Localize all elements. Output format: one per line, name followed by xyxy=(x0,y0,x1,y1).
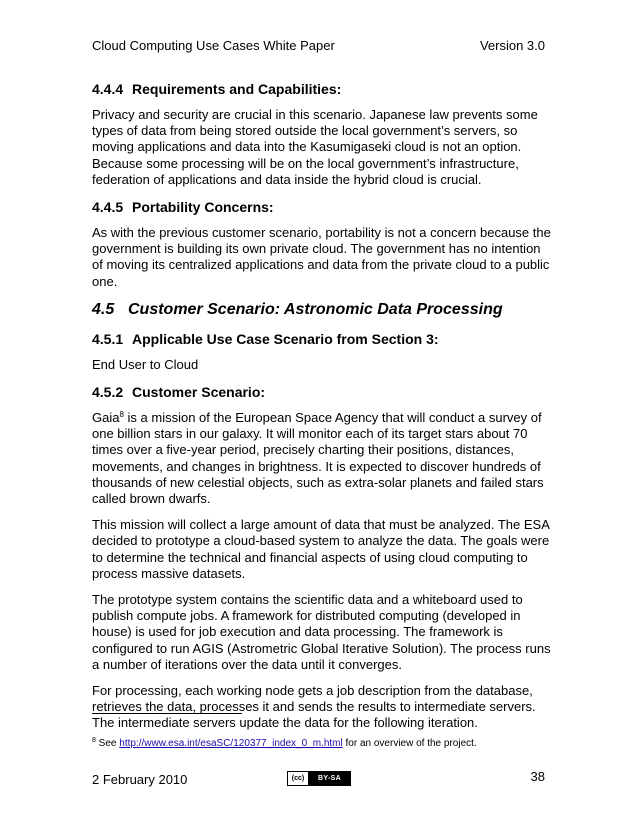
footer-date: 2 February 2010 xyxy=(92,772,188,787)
section-number: 4.4.5 xyxy=(92,199,124,216)
paragraph: End User to Cloud xyxy=(92,356,199,372)
section-title: Applicable Use Case Scenario from Section 3: xyxy=(132,330,439,347)
paragraph: For processing, each working node gets a job description from the database, retrieves the data, processes it and sends the results to intermediate servers. The intermediate servers update the data for the following iteration. xyxy=(92,683,536,731)
footnote-ref[interactable]: 8 xyxy=(119,410,124,420)
paragraph: Privacy and security are crucial in this scenario. Japanese law prevents some types of data from being stored outside the local government’s servers, so moving applications and data into the Kasumigaseki cloud is not an option. Because some processing will be on the local government’s infrastructure, federation of applications and data inside the hybrid cloud is crucial. xyxy=(92,107,538,187)
section-number: 4.5.1 xyxy=(92,330,124,347)
license-label: BY-SA xyxy=(309,772,350,785)
cc-icon: (cc) xyxy=(288,772,309,785)
footnote-prefix: See xyxy=(95,738,120,749)
header-title: Cloud Computing Use Cases White Paper xyxy=(92,38,335,53)
section-heading-4-5-2 xyxy=(92,383,552,401)
gaia-word: Gaia xyxy=(92,410,120,426)
section-heading-4-4-5 xyxy=(92,198,552,216)
section-number: 4.5.2 xyxy=(92,384,124,401)
section-heading-4-5 xyxy=(92,300,552,320)
footnote-divider xyxy=(92,713,242,714)
gaia-text: is a mission of the European Space Agency that will conduct a survey of one billion stars in our galaxy. It will monitor each of its target stars about 70 times over a five-year period, precisely charting their positions, distances, movements, and changes in brightness. It is expected to discover hundreds of thousands of new celestial objects, such as extra-solar planets and failed stars called brown dwarfs. xyxy=(92,410,544,507)
section-title: Portability Concerns: xyxy=(132,199,274,216)
section-heading-4-4-4 xyxy=(92,80,552,98)
header-version: Version 3.0 xyxy=(479,38,545,53)
section-title: Customer Scenario: xyxy=(132,384,266,401)
paragraph: As with the previous customer scenario, portability is not a concern because the government is building its own private cloud. The government has no intention of moving its centralized applications and data from the private cloud to a public one. xyxy=(92,225,551,289)
footnote xyxy=(92,738,562,750)
section-title: Customer Scenario: Astronomic Data Processing xyxy=(128,300,503,318)
footnote-link[interactable]: http://www.esa.int/esaSC/120377_index_0_m.html xyxy=(119,738,343,749)
page-content xyxy=(92,80,552,742)
section-heading-4-5-1 xyxy=(92,330,552,348)
section-number: 4.5 xyxy=(92,300,115,318)
paragraph: The prototype system contains the scientific data and a whiteboard used to publish compute jobs. A framework for distributed computing (developed in house) is used for job execution and data processing. The framework is configured to run AGIS (Astrometric Global Iterative Solution). The process runs a number of iterations over the data until it converges. xyxy=(92,592,551,672)
paragraph: This mission will collect a large amount of data that must be analyzed. The ESA decided to prototype a cloud-based system to analyze the data. The goals were to determine the technical and financial aspects of using cloud computing to process massive datasets. xyxy=(92,517,550,581)
footnote-suffix: for an overview of the project. xyxy=(342,738,477,749)
footnote-number: 8 xyxy=(92,737,96,744)
page-number: 38 xyxy=(530,769,545,784)
section-number: 4.4.4 xyxy=(92,81,124,97)
section-title: Requirements and Capabilities: xyxy=(132,81,342,97)
paragraph-gaia xyxy=(92,410,552,507)
cc-license-badge[interactable] xyxy=(287,771,351,786)
